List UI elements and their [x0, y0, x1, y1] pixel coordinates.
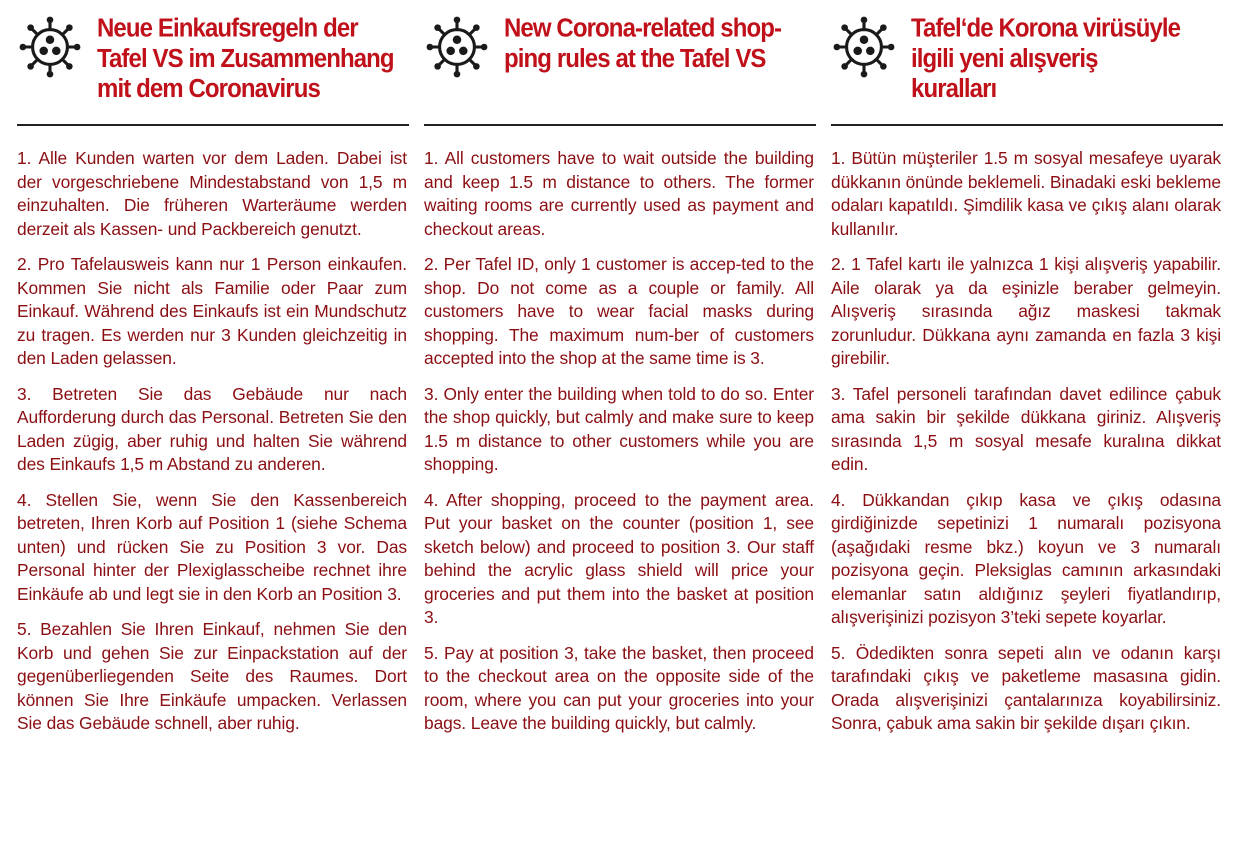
column-header: [831, 8, 1223, 118]
divider-rule: [831, 124, 1223, 126]
title-line: mit dem Coronavirus: [97, 74, 320, 104]
rule-paragraph-2: 2. Per Tafel ID, only 1 customer is accep-ted to the shop. Do not come as a couple or family. All customers have to wear facial masks during shopping. The maximum num-ber of customers accepted into the shop at the same time is 3.: [424, 254, 814, 368]
column-body: [17, 147, 407, 748]
column-header: [424, 8, 816, 118]
rule-paragraph-2: 2. Pro Tafelausweis kann nur 1 Person einkaufen. Kommen Sie nicht als Familie oder Paar zum Einkauf. Während des Einkaufs ist ein Mundschutz zu tragen. Es werden nur 3 Kunden gleichzeitig in den Laden gelassen.: [17, 254, 407, 368]
rule-paragraph-4: 4. Stellen Sie, wenn Sie den Kassenbereich betreten, Ihren Korb auf Position 1 (siehe Schema unten) und rücken Sie zu Position 3 vor. Das Personal hinter der Plexiglasscheibe rechnet ihre Einkäufe ab und legt sie in den Korb an Position 3.: [17, 489, 407, 604]
virus-icon: [426, 16, 488, 78]
title-line: ilgili yeni alışveriş: [911, 44, 1098, 74]
column-turkish: [831, 8, 1223, 733]
column-body: [831, 147, 1221, 748]
rule-paragraph-5: 5. Pay at position 3, take the basket, then proceed to the checkout area on the opposite side of the room, where you can put your groceries into your bags. Leave the building quickly, but calmly.: [424, 642, 814, 733]
title-line: Tafel‘de Korona virüsüyle: [911, 14, 1181, 44]
rule-paragraph-4: 4. Dükkandan çıkıp kasa ve çıkış odasına girdiğinizde sepetinizi 1 numaralı pozisyona (aşağıdaki resme bkz.) koyun ve 3 numaralı pozisyona geçin. Pleksiglas camının arkasındaki elemanlar satın aldığınız şeyleri fiyatlandırıp, alışverişinizi pozisyon 3’teki sepete koyarlar.: [831, 489, 1221, 627]
column-title: [504, 14, 818, 74]
title-line: Tafel VS im Zusammenhang: [97, 44, 394, 74]
rule-paragraph-5: 5. Ödedikten sonra sepeti alın ve odanın karşı tarafındaki çıkış ve paketleme masasına gidin. Orada alışverişinizi çantalarınıza koyabilirsiniz. Sonra, çabuk ama sakin bir şekilde dışarı çıkın.: [831, 642, 1221, 733]
divider-rule: [424, 124, 816, 126]
title-line: Neue Einkaufsregeln der: [97, 14, 358, 44]
rule-paragraph-3: 3. Only enter the building when told to do so. Enter the shop quickly, but calmly and make sure to keep 1.5 m distance to other customers while you are shopping.: [424, 383, 814, 474]
column-body: [424, 147, 814, 748]
title-line: ping rules at the Tafel VS: [504, 44, 766, 74]
rule-paragraph-4: 4. After shopping, proceed to the payment area. Put your basket on the counter (position 1, see sketch below) and proceed to position 3. Our staff behind the acrylic glass shield will price your groceries and put them into the basket at position 3.: [424, 489, 814, 627]
rule-paragraph-1: 1. Alle Kunden warten vor dem Laden. Dabei ist der vorgeschriebene Mindestabstand von 1,5 m einzuhalten. Die früheren Warteräume werden derzeit als Kassen- und Packbereich genutzt.: [17, 148, 407, 239]
rule-paragraph-3: 3. Betreten Sie das Gebäude nur nach Aufforderung durch das Personal. Betreten Sie den Laden zügig, aber ruhig und halten Sie während des Einkaufs 1,5 m Abstand zu anderen.: [17, 383, 407, 474]
column-english: [424, 8, 816, 733]
divider-rule: [17, 124, 409, 126]
title-line: kuralları: [911, 74, 997, 104]
column-title: [97, 14, 411, 105]
virus-icon: [19, 16, 81, 78]
rule-paragraph-3: 3. Tafel personeli tarafından davet edilince çabuk ama sakin bir şekilde dükkana giriniz. Alışveriş sırasında 1,5 m sosyal mesafe kuralına dikkat edin.: [831, 383, 1221, 474]
virus-icon: [833, 16, 895, 78]
title-line: New Corona-related shop-: [504, 14, 782, 44]
column-german: [17, 8, 409, 733]
column-title: [911, 14, 1225, 105]
rule-paragraph-1: 1. All customers have to wait outside the building and keep 1.5 m distance to others. The former waiting rooms are currently used as payment and checkout areas.: [424, 148, 814, 239]
rule-paragraph-1: 1. Bütün müşteriler 1.5 m sosyal mesafeye uyarak dükkanın önünde beklemeli. Binadaki eski bekleme odaları kapatıldı. Şimdilik kasa ve çıkış alanı olarak kullanılır.: [831, 148, 1221, 239]
rule-paragraph-2: 2. 1 Tafel kartı ile yalnızca 1 kişi alışveriş yapabilir. Aile olarak ya da eşinizle beraber gelmeyin. Alışveriş sırasında ağız maskesi takmak zorunludur. Dükkana aynı zamanda en fazla 3 kişi girebilir.: [831, 254, 1221, 368]
column-header: [17, 8, 409, 118]
rule-paragraph-5: 5. Bezahlen Sie Ihren Einkauf, nehmen Sie den Korb und gehen Sie zur Einpackstation auf der gegenüberliegenden Seite des Raumes. Dort können Sie Ihre Einkäufe umpacken. Verlassen Sie das Gebäude schnell, aber ruhig.: [17, 619, 407, 733]
